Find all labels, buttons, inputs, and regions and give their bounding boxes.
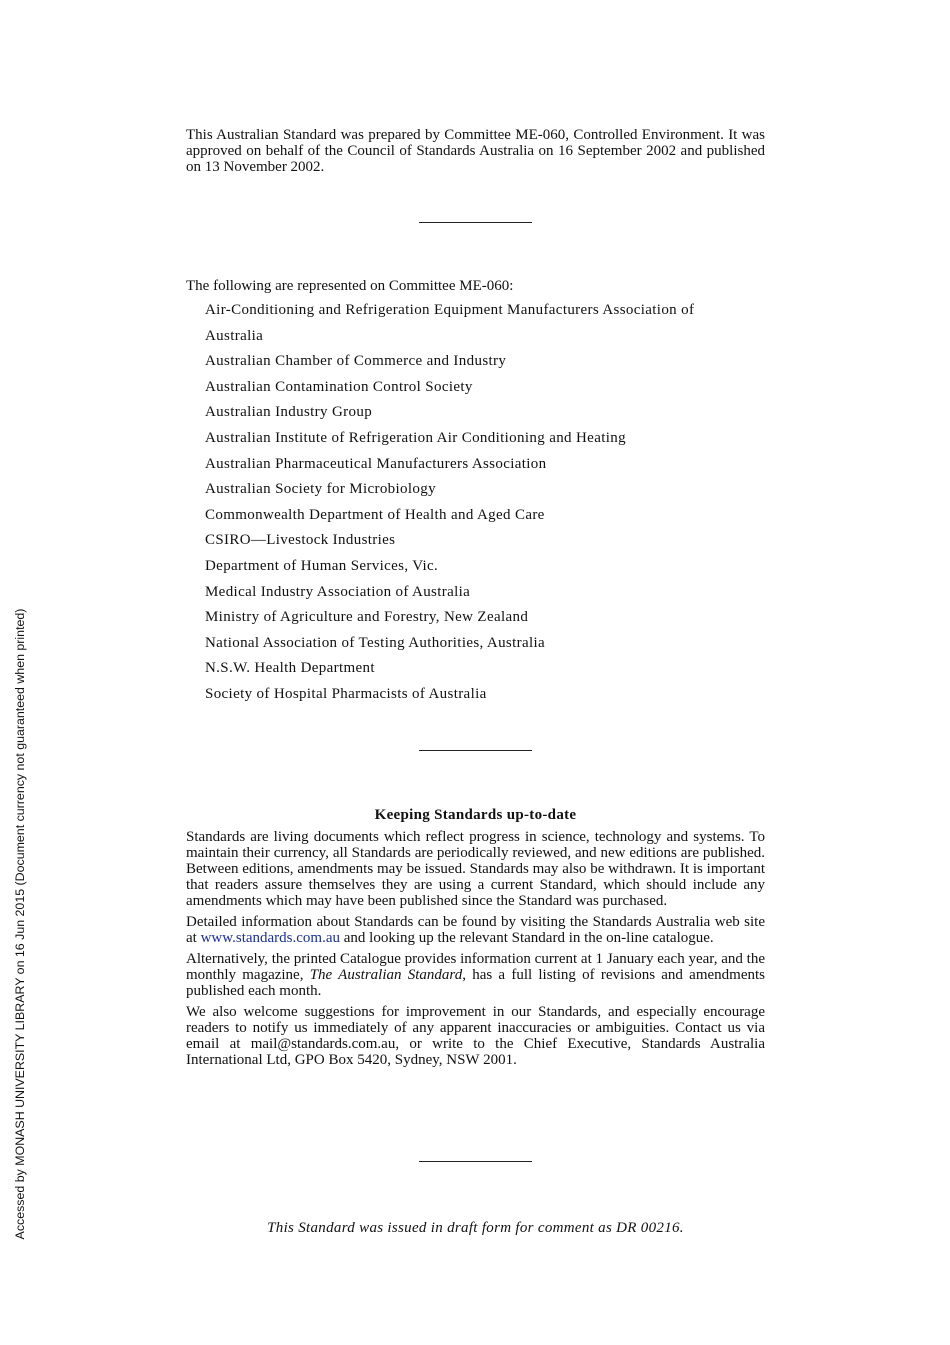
committee-member: Ministry of Agriculture and Forestry, New Zealand	[205, 609, 529, 626]
committee-member-list	[205, 298, 750, 708]
section-title: Keeping Standards up-to-date	[374, 807, 577, 823]
committee-member: Department of Human Services, Vic.	[205, 557, 439, 574]
paragraph-text: and looking up the relevant Standard in the on-line catalogue.	[340, 930, 714, 946]
paragraph-catalogue	[186, 951, 765, 999]
standards-website-link[interactable]: www.standards.com.au	[200, 930, 340, 946]
committee-member: Medical Industry Association of Australia	[205, 583, 471, 600]
divider-rule	[419, 1161, 532, 1162]
committee-member: Australian Chamber of Commerce and Industry	[205, 353, 507, 370]
keeping-up-to-date-body	[186, 829, 765, 1073]
committee-member: Society of Hospital Pharmacists of Australia	[205, 685, 487, 702]
paragraph-text: Detailed information about Standards can be found by visiting the Standards Australia web site at	[186, 914, 765, 946]
committee-member: Commonwealth Department of Health and Aged Care	[205, 506, 545, 523]
divider-rule	[419, 750, 532, 751]
committee-member: National Association of Testing Authorities, Australia	[205, 634, 546, 651]
committee-member: Australian Institute of Refrigeration Air Conditioning and Heating	[205, 429, 626, 446]
divider-rule	[419, 222, 532, 223]
committee-member: Air-Conditioning and Refrigeration Equipment Manufacturers Association of Australia	[205, 302, 695, 344]
committee-member: N.S.W. Health Department	[205, 660, 375, 677]
committee-member: Australian Society for Microbiology	[205, 481, 436, 498]
intro-paragraph: This Australian Standard was prepared by Committee ME-060, Controlled Environment. It was approved on behalf of the Council of Standards Australia on 16 September 2002 and published on 13 November 2002.	[186, 127, 765, 175]
magazine-title: The Australian Standard	[309, 967, 463, 983]
committee-member: CSIRO—Livestock Industries	[205, 532, 396, 549]
paragraph-contact: We also welcome suggestions for improvement in our Standards, and especially encourage readers to notify us immediately of any apparent inaccuracies or ambiguities. Contact us via email at mail@standards.com.au, or write to the Chief Executive, Standards Australia International Ltd, GPO Box 5420, Sydney, NSW 2001.	[186, 1004, 765, 1068]
committee-heading: The following are represented on Committee ME-060:	[186, 278, 514, 294]
committee-member: Australian Contamination Control Society	[205, 378, 473, 395]
paragraph-website	[186, 914, 765, 946]
committee-member: Australian Pharmaceutical Manufacturers Association	[205, 455, 547, 472]
draft-note: This Standard was issued in draft form for comment as DR 00216.	[267, 1220, 684, 1236]
paragraph-text: , has a full listing of revisions and amendments published each month.	[186, 967, 765, 999]
access-watermark: Accessed by MONASH UNIVERSITY LIBRARY on 16 Jun 2015 (Document currency not guaranteed when printed)	[13, 608, 27, 1240]
committee-member: Australian Industry Group	[205, 404, 373, 421]
paragraph-currency: Standards are living documents which reflect progress in science, technology and systems. To maintain their currency, all Standards are periodically reviewed, and new editions are published. Between editions, amendments may be issued. Standards may also be withdrawn. It is important that readers assure themselves they are using a current Standard, which should include any amendments which may have been published since the Standard was purchased.	[186, 829, 765, 909]
paragraph-text: Alternatively, the printed Catalogue provides information current at 1 January each year, and the monthly magazine,	[186, 951, 765, 983]
